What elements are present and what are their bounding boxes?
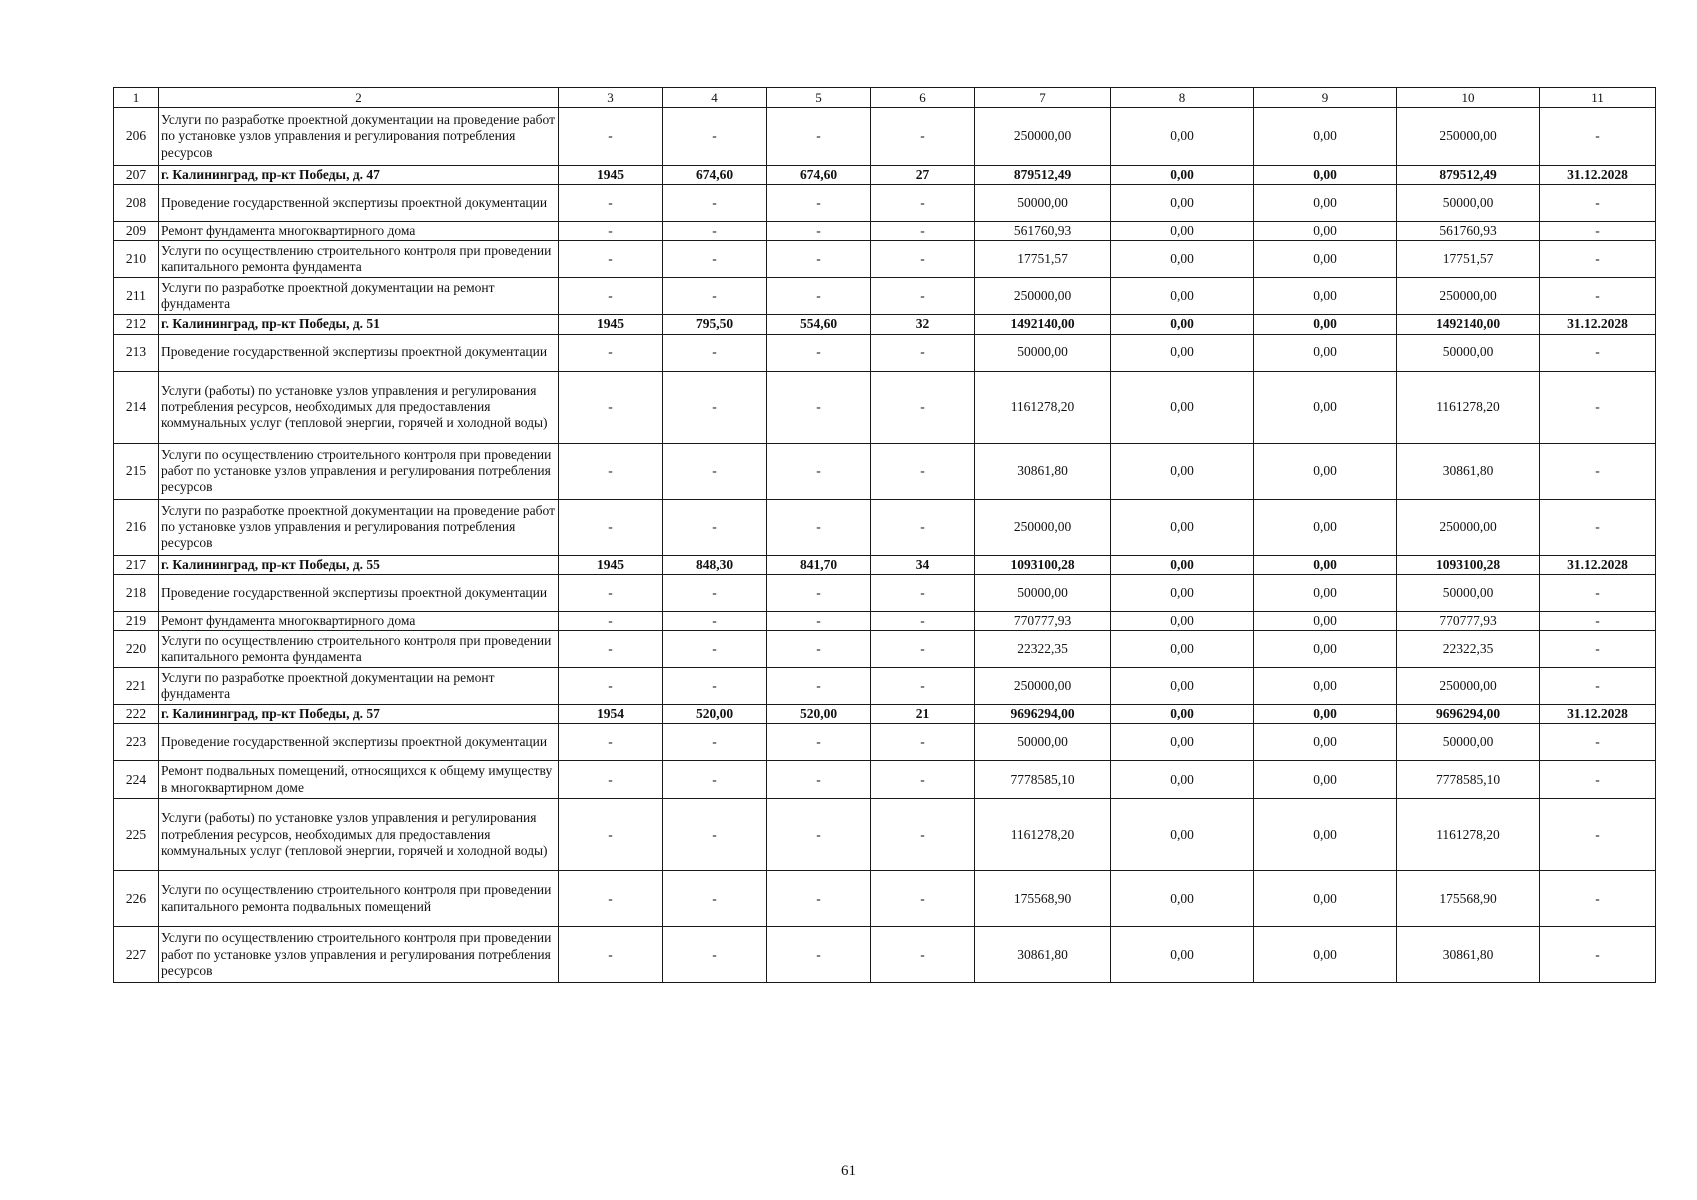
deadline-cell: - <box>1540 574 1656 611</box>
year-cell: - <box>559 241 663 278</box>
row-number-cell: 222 <box>114 704 159 723</box>
description-cell: Услуги по разработке проектной документации на проведение работ по установке узлов управления и регулирования потребления ресурсов <box>159 108 559 166</box>
area-total-cell: 674,60 <box>663 166 767 185</box>
year-cell: - <box>559 611 663 630</box>
work-item-row <box>114 724 1656 761</box>
work-item-row <box>114 871 1656 927</box>
fund-cost-cell: 0,00 <box>1111 927 1254 983</box>
regional-cost-cell: 250000,00 <box>1397 499 1540 555</box>
address-row <box>114 315 1656 334</box>
work-item-row <box>114 222 1656 241</box>
fund-cost-cell: 0,00 <box>1111 241 1254 278</box>
other-cost-cell: 0,00 <box>1254 443 1397 499</box>
deadline-cell: - <box>1540 185 1656 222</box>
year-cell: - <box>559 443 663 499</box>
row-number-cell: 219 <box>114 611 159 630</box>
total-cost-cell: 22322,35 <box>975 630 1111 667</box>
residents-cell: - <box>871 443 975 499</box>
total-cost-cell: 50000,00 <box>975 724 1111 761</box>
residents-cell: - <box>871 334 975 371</box>
work-item-row <box>114 630 1656 667</box>
fund-cost-cell: 0,00 <box>1111 334 1254 371</box>
area-total-cell: - <box>663 574 767 611</box>
other-cost-cell: 0,00 <box>1254 334 1397 371</box>
address-row <box>114 166 1656 185</box>
residents-cell: - <box>871 278 975 315</box>
column-number-row <box>114 88 1656 108</box>
fund-cost-cell: 0,00 <box>1111 667 1254 704</box>
total-cost-cell: 50000,00 <box>975 574 1111 611</box>
row-number-cell: 214 <box>114 371 159 443</box>
work-item-row <box>114 499 1656 555</box>
description-cell: Услуги по осуществлению строительного контроля при проведении работ по установке узлов управления и регулирования потребления ресурсов <box>159 443 559 499</box>
year-cell: - <box>559 499 663 555</box>
residents-cell: 27 <box>871 166 975 185</box>
row-number-cell: 223 <box>114 724 159 761</box>
other-cost-cell: 0,00 <box>1254 278 1397 315</box>
area-total-cell: - <box>663 108 767 166</box>
area-living-cell: - <box>767 611 871 630</box>
work-item-row <box>114 278 1656 315</box>
year-cell: - <box>559 871 663 927</box>
column-number-cell: 11 <box>1540 88 1656 108</box>
total-cost-cell: 50000,00 <box>975 185 1111 222</box>
description-cell: Услуги (работы) по установке узлов управления и регулирования потребления ресурсов, необходимых для предоставления коммунальных услуг (тепловой энергии, горячей и холодной воды) <box>159 799 559 871</box>
other-cost-cell: 0,00 <box>1254 108 1397 166</box>
residents-cell: - <box>871 871 975 927</box>
deadline-cell: 31.12.2028 <box>1540 704 1656 723</box>
work-item-row <box>114 927 1656 983</box>
deadline-cell: - <box>1540 871 1656 927</box>
other-cost-cell: 0,00 <box>1254 574 1397 611</box>
total-cost-cell: 250000,00 <box>975 278 1111 315</box>
residents-cell: - <box>871 927 975 983</box>
table-body <box>114 88 1656 983</box>
work-item-row <box>114 574 1656 611</box>
other-cost-cell: 0,00 <box>1254 799 1397 871</box>
residents-cell: - <box>871 185 975 222</box>
description-cell: Проведение государственной экспертизы проектной документации <box>159 185 559 222</box>
deadline-cell: - <box>1540 222 1656 241</box>
area-total-cell: - <box>663 334 767 371</box>
area-living-cell: - <box>767 241 871 278</box>
work-item-row <box>114 108 1656 166</box>
column-number-cell: 2 <box>159 88 559 108</box>
area-living-cell: - <box>767 871 871 927</box>
other-cost-cell: 0,00 <box>1254 371 1397 443</box>
description-cell: Услуги по разработке проектной документации на ремонт фундамента <box>159 667 559 704</box>
row-number-cell: 226 <box>114 871 159 927</box>
area-living-cell: - <box>767 334 871 371</box>
other-cost-cell: 0,00 <box>1254 611 1397 630</box>
year-cell: 1945 <box>559 555 663 574</box>
area-living-cell: - <box>767 222 871 241</box>
area-total-cell: - <box>663 222 767 241</box>
other-cost-cell: 0,00 <box>1254 315 1397 334</box>
residents-cell: - <box>871 499 975 555</box>
year-cell: - <box>559 185 663 222</box>
column-number-cell: 10 <box>1397 88 1540 108</box>
other-cost-cell: 0,00 <box>1254 724 1397 761</box>
area-total-cell: - <box>663 927 767 983</box>
other-cost-cell: 0,00 <box>1254 241 1397 278</box>
area-total-cell: - <box>663 443 767 499</box>
year-cell: - <box>559 799 663 871</box>
row-number-cell: 216 <box>114 499 159 555</box>
fund-cost-cell: 0,00 <box>1111 611 1254 630</box>
area-total-cell: - <box>663 185 767 222</box>
area-living-cell: 674,60 <box>767 166 871 185</box>
regional-cost-cell: 50000,00 <box>1397 185 1540 222</box>
other-cost-cell: 0,00 <box>1254 630 1397 667</box>
description-cell: Услуги по осуществлению строительного контроля при проведении капитального ремонта подвальных помещений <box>159 871 559 927</box>
row-number-cell: 212 <box>114 315 159 334</box>
other-cost-cell: 0,00 <box>1254 166 1397 185</box>
total-cost-cell: 250000,00 <box>975 667 1111 704</box>
year-cell: - <box>559 222 663 241</box>
total-cost-cell: 17751,57 <box>975 241 1111 278</box>
fund-cost-cell: 0,00 <box>1111 108 1254 166</box>
regional-cost-cell: 250000,00 <box>1397 108 1540 166</box>
year-cell: 1954 <box>559 704 663 723</box>
area-total-cell: - <box>663 499 767 555</box>
row-number-cell: 209 <box>114 222 159 241</box>
total-cost-cell: 1161278,20 <box>975 799 1111 871</box>
fund-cost-cell: 0,00 <box>1111 278 1254 315</box>
residents-cell: - <box>871 630 975 667</box>
residents-cell: - <box>871 108 975 166</box>
area-living-cell: 554,60 <box>767 315 871 334</box>
deadline-cell: - <box>1540 278 1656 315</box>
area-living-cell: - <box>767 443 871 499</box>
other-cost-cell: 0,00 <box>1254 927 1397 983</box>
area-total-cell: - <box>663 667 767 704</box>
row-number-cell: 213 <box>114 334 159 371</box>
description-cell: Услуги по разработке проектной документации на ремонт фундамента <box>159 278 559 315</box>
area-total-cell: - <box>663 611 767 630</box>
area-total-cell: - <box>663 761 767 799</box>
residents-cell: - <box>871 799 975 871</box>
row-number-cell: 224 <box>114 761 159 799</box>
fund-cost-cell: 0,00 <box>1111 724 1254 761</box>
deadline-cell: - <box>1540 799 1656 871</box>
capital-repair-table <box>113 87 1656 983</box>
regional-cost-cell: 17751,57 <box>1397 241 1540 278</box>
work-item-row <box>114 185 1656 222</box>
row-number-cell: 225 <box>114 799 159 871</box>
regional-cost-cell: 50000,00 <box>1397 724 1540 761</box>
total-cost-cell: 7778585,10 <box>975 761 1111 799</box>
year-cell: 1945 <box>559 166 663 185</box>
area-total-cell: 848,30 <box>663 555 767 574</box>
year-cell: - <box>559 667 663 704</box>
area-total-cell: - <box>663 371 767 443</box>
year-cell: - <box>559 371 663 443</box>
total-cost-cell: 561760,93 <box>975 222 1111 241</box>
regional-cost-cell: 7778585,10 <box>1397 761 1540 799</box>
residents-cell: - <box>871 611 975 630</box>
column-number-cell: 9 <box>1254 88 1397 108</box>
deadline-cell: - <box>1540 241 1656 278</box>
regional-cost-cell: 30861,80 <box>1397 443 1540 499</box>
row-number-cell: 218 <box>114 574 159 611</box>
row-number-cell: 215 <box>114 443 159 499</box>
fund-cost-cell: 0,00 <box>1111 630 1254 667</box>
total-cost-cell: 30861,80 <box>975 443 1111 499</box>
regional-cost-cell: 30861,80 <box>1397 927 1540 983</box>
area-living-cell: - <box>767 799 871 871</box>
area-living-cell: - <box>767 927 871 983</box>
residents-cell: - <box>871 667 975 704</box>
description-cell: Услуги по осуществлению строительного контроля при проведении капитального ремонта фундамента <box>159 630 559 667</box>
row-number-cell: 220 <box>114 630 159 667</box>
area-living-cell: - <box>767 371 871 443</box>
year-cell: - <box>559 334 663 371</box>
page-number: 61 <box>841 1163 856 1179</box>
regional-cost-cell: 250000,00 <box>1397 667 1540 704</box>
fund-cost-cell: 0,00 <box>1111 222 1254 241</box>
row-number-cell: 206 <box>114 108 159 166</box>
area-total-cell: - <box>663 871 767 927</box>
fund-cost-cell: 0,00 <box>1111 166 1254 185</box>
description-cell: Услуги по осуществлению строительного контроля при проведении работ по установке узлов управления и регулирования потребления ресурсов <box>159 927 559 983</box>
work-item-row <box>114 761 1656 799</box>
total-cost-cell: 1093100,28 <box>975 555 1111 574</box>
area-total-cell: - <box>663 241 767 278</box>
deadline-cell: - <box>1540 761 1656 799</box>
column-number-cell: 1 <box>114 88 159 108</box>
residents-cell: 34 <box>871 555 975 574</box>
other-cost-cell: 0,00 <box>1254 222 1397 241</box>
deadline-cell: 31.12.2028 <box>1540 315 1656 334</box>
fund-cost-cell: 0,00 <box>1111 499 1254 555</box>
description-cell: Услуги (работы) по установке узлов управления и регулирования потребления ресурсов, необходимых для предоставления коммунальных услуг (тепловой энергии, горячей и холодной воды) <box>159 371 559 443</box>
description-cell: Ремонт фундамента многоквартирного дома <box>159 611 559 630</box>
address-row <box>114 555 1656 574</box>
column-number-cell: 5 <box>767 88 871 108</box>
area-living-cell: - <box>767 278 871 315</box>
residents-cell: 21 <box>871 704 975 723</box>
area-total-cell: 520,00 <box>663 704 767 723</box>
area-living-cell: - <box>767 724 871 761</box>
fund-cost-cell: 0,00 <box>1111 799 1254 871</box>
regional-cost-cell: 561760,93 <box>1397 222 1540 241</box>
year-cell: - <box>559 630 663 667</box>
row-number-cell: 207 <box>114 166 159 185</box>
deadline-cell: - <box>1540 371 1656 443</box>
total-cost-cell: 879512,49 <box>975 166 1111 185</box>
row-number-cell: 221 <box>114 667 159 704</box>
description-cell: г. Калининград, пр-кт Победы, д. 51 <box>159 315 559 334</box>
residents-cell: - <box>871 574 975 611</box>
row-number-cell: 227 <box>114 927 159 983</box>
total-cost-cell: 9696294,00 <box>975 704 1111 723</box>
total-cost-cell: 175568,90 <box>975 871 1111 927</box>
year-cell: - <box>559 761 663 799</box>
work-item-row <box>114 611 1656 630</box>
year-cell: - <box>559 927 663 983</box>
fund-cost-cell: 0,00 <box>1111 315 1254 334</box>
total-cost-cell: 30861,80 <box>975 927 1111 983</box>
regional-cost-cell: 22322,35 <box>1397 630 1540 667</box>
description-cell: Проведение государственной экспертизы проектной документации <box>159 574 559 611</box>
other-cost-cell: 0,00 <box>1254 871 1397 927</box>
area-living-cell: - <box>767 499 871 555</box>
deadline-cell: - <box>1540 724 1656 761</box>
deadline-cell: - <box>1540 334 1656 371</box>
area-living-cell: - <box>767 630 871 667</box>
fund-cost-cell: 0,00 <box>1111 574 1254 611</box>
other-cost-cell: 0,00 <box>1254 667 1397 704</box>
description-cell: Проведение государственной экспертизы проектной документации <box>159 334 559 371</box>
fund-cost-cell: 0,00 <box>1111 443 1254 499</box>
area-living-cell: - <box>767 667 871 704</box>
regional-cost-cell: 770777,93 <box>1397 611 1540 630</box>
description-cell: г. Калининград, пр-кт Победы, д. 57 <box>159 704 559 723</box>
regional-cost-cell: 9696294,00 <box>1397 704 1540 723</box>
fund-cost-cell: 0,00 <box>1111 871 1254 927</box>
regional-cost-cell: 1093100,28 <box>1397 555 1540 574</box>
area-total-cell: - <box>663 278 767 315</box>
work-item-row <box>114 667 1656 704</box>
regional-cost-cell: 50000,00 <box>1397 334 1540 371</box>
area-total-cell: - <box>663 724 767 761</box>
total-cost-cell: 770777,93 <box>975 611 1111 630</box>
other-cost-cell: 0,00 <box>1254 555 1397 574</box>
regional-cost-cell: 50000,00 <box>1397 574 1540 611</box>
work-item-row <box>114 799 1656 871</box>
column-number-cell: 4 <box>663 88 767 108</box>
year-cell: - <box>559 574 663 611</box>
deadline-cell: - <box>1540 499 1656 555</box>
total-cost-cell: 50000,00 <box>975 334 1111 371</box>
regional-cost-cell: 1492140,00 <box>1397 315 1540 334</box>
total-cost-cell: 250000,00 <box>975 499 1111 555</box>
area-living-cell: - <box>767 761 871 799</box>
residents-cell: - <box>871 241 975 278</box>
area-living-cell: 520,00 <box>767 704 871 723</box>
fund-cost-cell: 0,00 <box>1111 371 1254 443</box>
year-cell: - <box>559 108 663 166</box>
residents-cell: - <box>871 222 975 241</box>
area-total-cell: - <box>663 799 767 871</box>
area-living-cell: 841,70 <box>767 555 871 574</box>
deadline-cell: - <box>1540 611 1656 630</box>
year-cell: 1945 <box>559 315 663 334</box>
row-number-cell: 217 <box>114 555 159 574</box>
residents-cell: - <box>871 371 975 443</box>
deadline-cell: - <box>1540 443 1656 499</box>
deadline-cell: 31.12.2028 <box>1540 555 1656 574</box>
residents-cell: - <box>871 761 975 799</box>
other-cost-cell: 0,00 <box>1254 499 1397 555</box>
description-cell: Ремонт фундамента многоквартирного дома <box>159 222 559 241</box>
area-total-cell: 795,50 <box>663 315 767 334</box>
other-cost-cell: 0,00 <box>1254 185 1397 222</box>
area-living-cell: - <box>767 185 871 222</box>
address-row <box>114 704 1656 723</box>
residents-cell: - <box>871 724 975 761</box>
work-item-row <box>114 443 1656 499</box>
deadline-cell: 31.12.2028 <box>1540 166 1656 185</box>
description-cell: г. Калининград, пр-кт Победы, д. 55 <box>159 555 559 574</box>
work-item-row <box>114 371 1656 443</box>
fund-cost-cell: 0,00 <box>1111 185 1254 222</box>
fund-cost-cell: 0,00 <box>1111 761 1254 799</box>
deadline-cell: - <box>1540 630 1656 667</box>
residents-cell: 32 <box>871 315 975 334</box>
regional-cost-cell: 175568,90 <box>1397 871 1540 927</box>
column-number-cell: 7 <box>975 88 1111 108</box>
work-item-row <box>114 334 1656 371</box>
total-cost-cell: 1492140,00 <box>975 315 1111 334</box>
row-number-cell: 208 <box>114 185 159 222</box>
column-number-cell: 6 <box>871 88 975 108</box>
row-number-cell: 210 <box>114 241 159 278</box>
deadline-cell: - <box>1540 667 1656 704</box>
column-number-cell: 3 <box>559 88 663 108</box>
total-cost-cell: 1161278,20 <box>975 371 1111 443</box>
area-total-cell: - <box>663 630 767 667</box>
regional-cost-cell: 879512,49 <box>1397 166 1540 185</box>
deadline-cell: - <box>1540 927 1656 983</box>
area-living-cell: - <box>767 574 871 611</box>
deadline-cell: - <box>1540 108 1656 166</box>
regional-cost-cell: 1161278,20 <box>1397 799 1540 871</box>
regional-cost-cell: 250000,00 <box>1397 278 1540 315</box>
description-cell: г. Калининград, пр-кт Победы, д. 47 <box>159 166 559 185</box>
description-cell: Проведение государственной экспертизы проектной документации <box>159 724 559 761</box>
description-cell: Услуги по разработке проектной документации на проведение работ по установке узлов управления и регулирования потребления ресурсов <box>159 499 559 555</box>
area-living-cell: - <box>767 108 871 166</box>
total-cost-cell: 250000,00 <box>975 108 1111 166</box>
regional-cost-cell: 1161278,20 <box>1397 371 1540 443</box>
description-cell: Ремонт подвальных помещений, относящихся к общему имуществу в многоквартирном доме <box>159 761 559 799</box>
other-cost-cell: 0,00 <box>1254 704 1397 723</box>
fund-cost-cell: 0,00 <box>1111 704 1254 723</box>
year-cell: - <box>559 724 663 761</box>
work-item-row <box>114 241 1656 278</box>
year-cell: - <box>559 278 663 315</box>
column-number-cell: 8 <box>1111 88 1254 108</box>
row-number-cell: 211 <box>114 278 159 315</box>
description-cell: Услуги по осуществлению строительного контроля при проведении капитального ремонта фундамента <box>159 241 559 278</box>
fund-cost-cell: 0,00 <box>1111 555 1254 574</box>
other-cost-cell: 0,00 <box>1254 761 1397 799</box>
